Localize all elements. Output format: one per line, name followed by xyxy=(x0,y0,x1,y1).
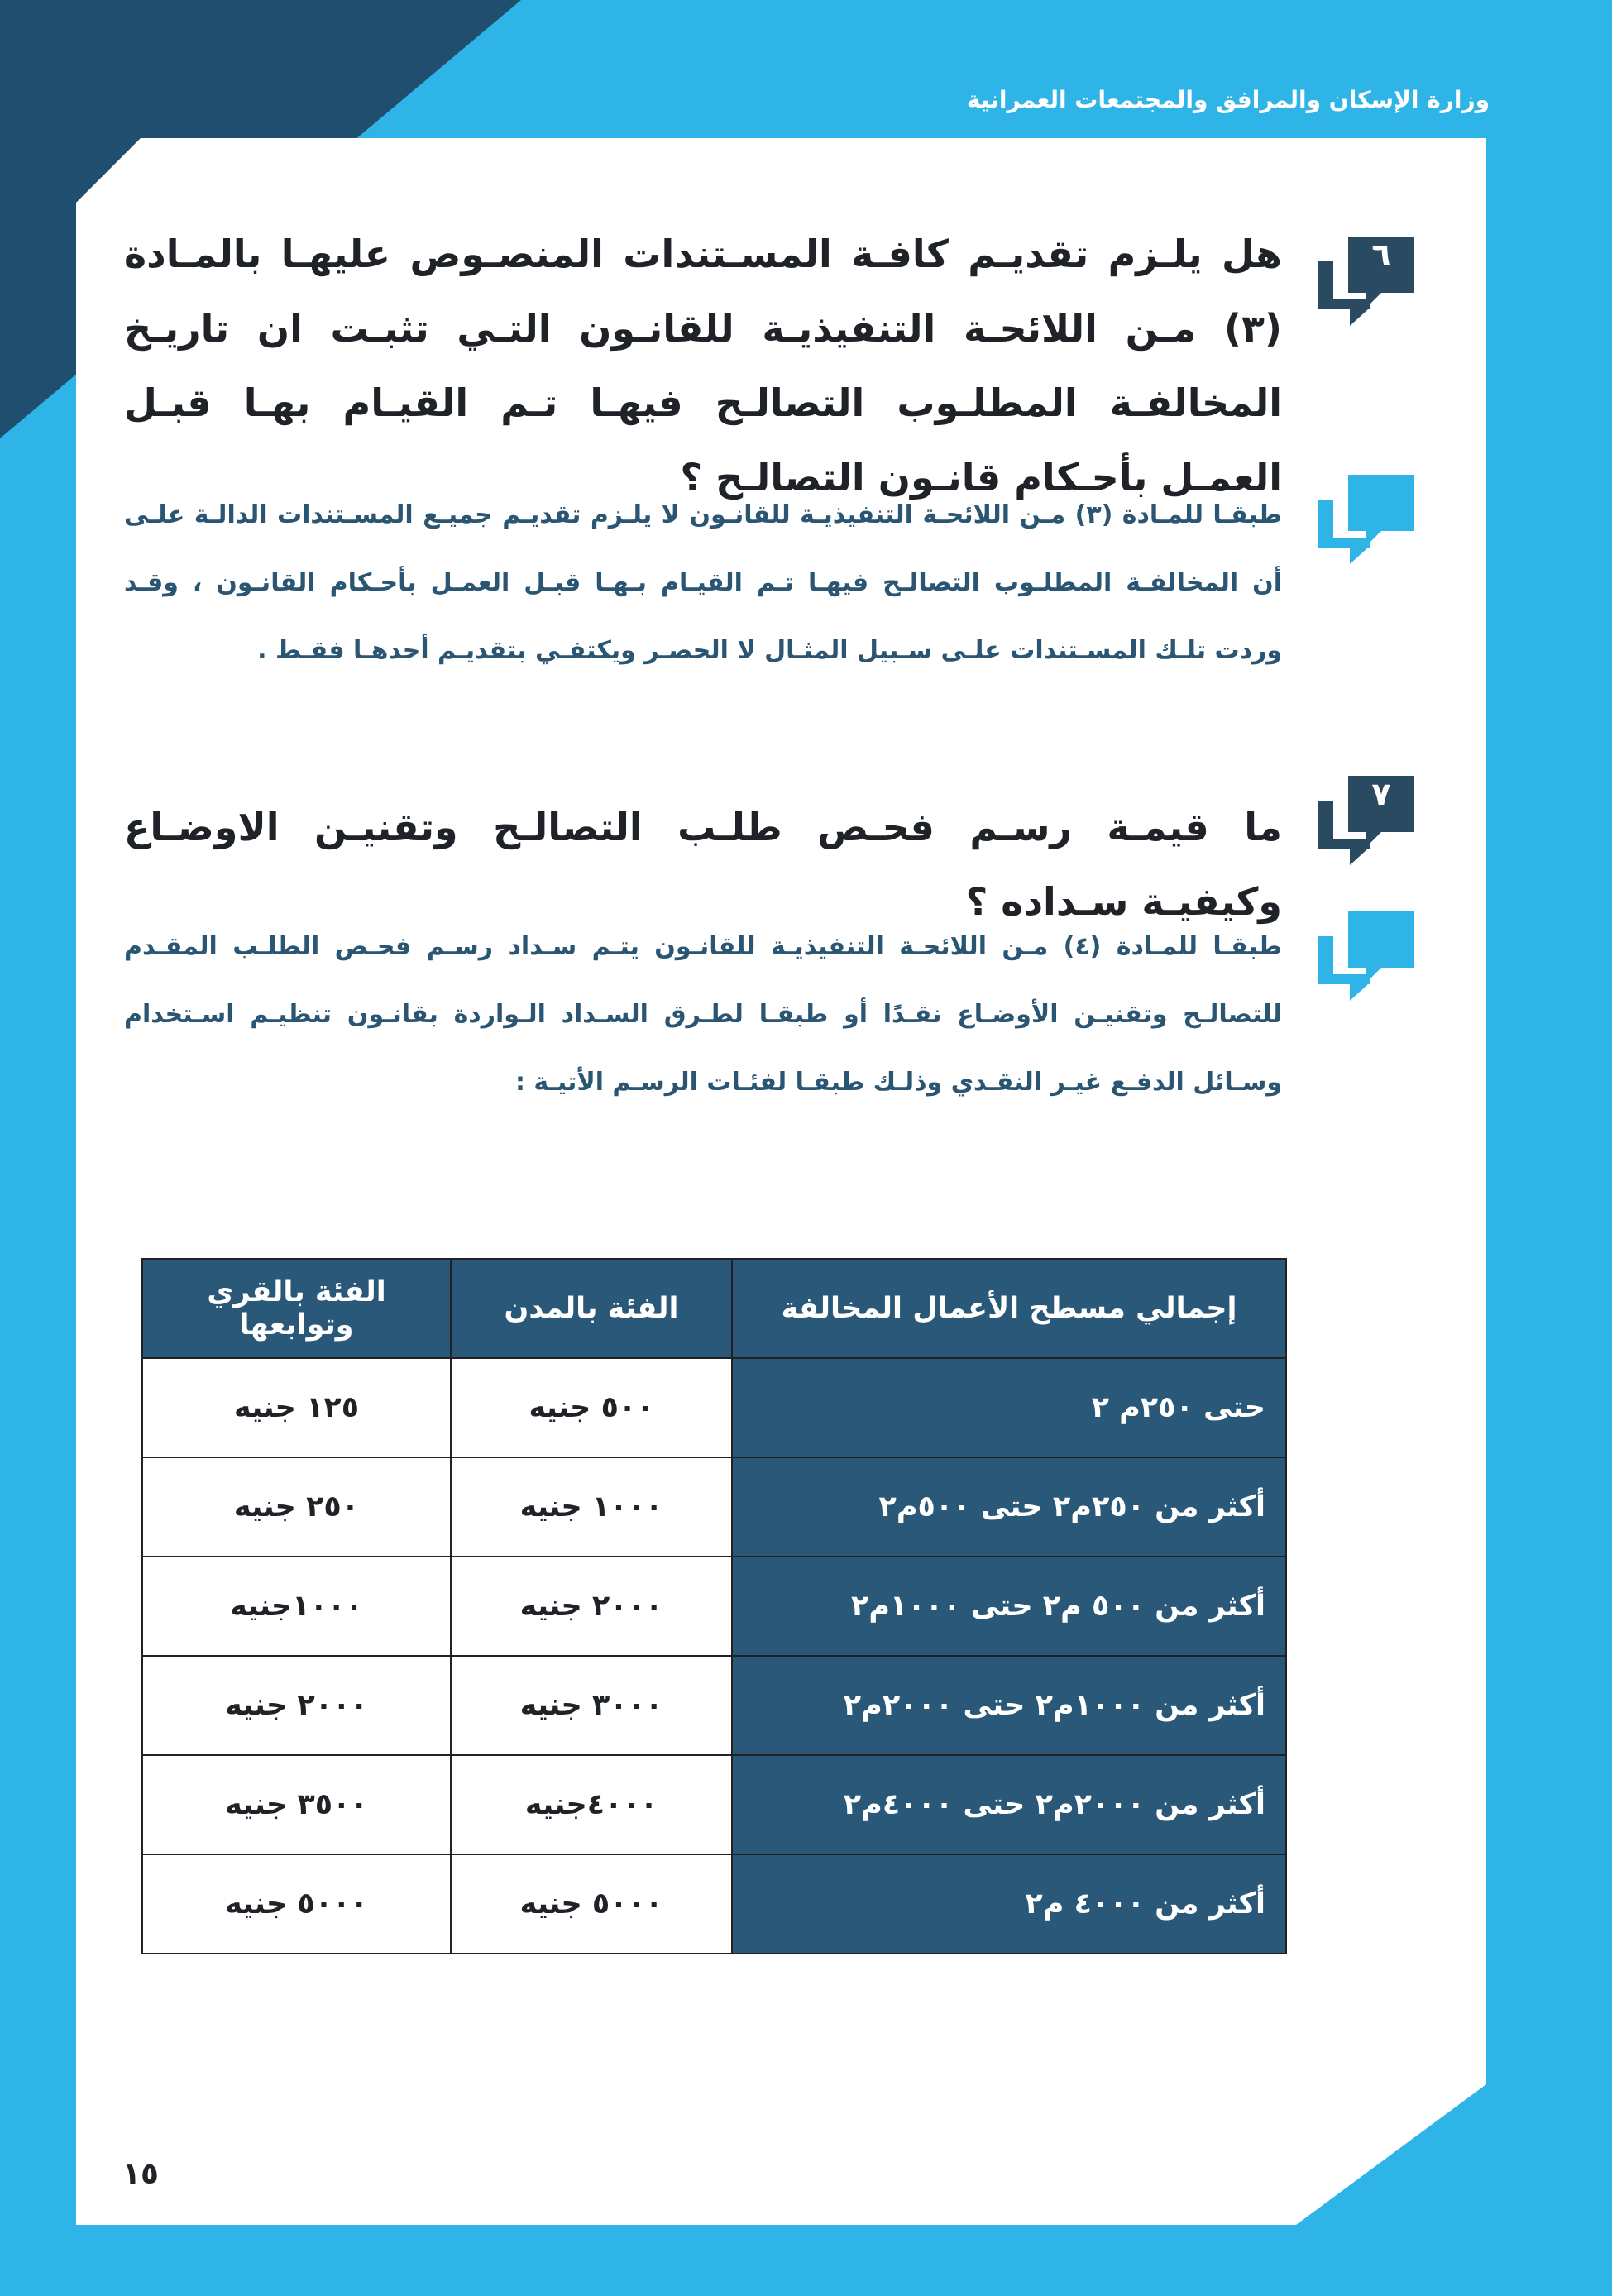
area-cell: أكثر من ٢٠٠٠م٢ حتى ٤٠٠٠م٢ xyxy=(732,1755,1286,1854)
village-fee-cell: ٥٠٠٠ جنيه xyxy=(142,1854,451,1954)
area-cell: أكثر من ١٠٠٠م٢ حتى ٢٠٠٠م٢ xyxy=(732,1656,1286,1755)
table-row xyxy=(142,1755,1286,1854)
village-fee-cell: ١٠٠٠جنيه xyxy=(142,1557,451,1656)
answer-6-text: طبقـا للمـادة (٣) مـن اللائحـة التنفيذيـة للقانـون لا يلـزم تقديـم جميـع المسـتندات الدالـة علـى أن المخالفـة المطلـوب التصالـح فيهـا تـم القيـام بـهـا قبـل العمـل بأحـكام القانـون ، وقـد وردت تلـك المسـتندات علـى سـبيل المثـال لا الحصـر ويكتفـي بتقديـم أحدهـا فقـط . xyxy=(124,500,1282,665)
question-7-number: ٧ xyxy=(1371,776,1391,812)
village-fee-cell: ٣٥٠٠ جنيه xyxy=(142,1755,451,1854)
table-row xyxy=(142,1557,1286,1656)
city-fee-cell: ٥٠٠٠ جنيه xyxy=(451,1854,732,1954)
answer-7-text: طبقـا للمـادة (٤) مـن اللائحـة التنفيذيـة للقانـون يتـم سـداد رسـم فحـص الطلـب المقـدم للتصالـح وتقنيـن الأوضـاع نقـدًا أو طبقـا لطـرق السـداد الـواردة بقانـون تنظيـم اسـتخدام وسـائل الدفـع غيـر النقـدي وذلـك طبقـا لفئـات الرسـم الأتيـة : xyxy=(124,932,1282,1097)
table-row xyxy=(142,1854,1286,1954)
table-row xyxy=(142,1457,1286,1557)
header-area: إجمالي مسطح الأعمال المخالفة xyxy=(732,1259,1286,1358)
table-row xyxy=(142,1656,1286,1755)
city-fee-cell: ٣٠٠٠ جنيه xyxy=(451,1656,732,1755)
city-fee-cell: ٢٠٠٠ جنيه xyxy=(451,1557,732,1656)
table-row xyxy=(142,1358,1286,1457)
city-fee-cell: ٤٠٠٠جنيه xyxy=(451,1755,732,1854)
question-6-text: هل يلـزم تقديـم كافـة المسـتندات المنصـوص عليهـا بالمـادة (٣) مـن اللائحـة التنفيذيـة للقانـون التـي تثبـت ان تاريـخ المخالفـة المطلـوب التصالـح فيهـا تـم القيـام بهـا قبـل العمـل بأحـكام قانـون التصالـح ؟ xyxy=(124,232,1282,500)
answer-6-icon xyxy=(1315,471,1423,571)
question-6-icon xyxy=(1315,233,1423,332)
area-cell: حتى ٢٥٠م ٢ xyxy=(732,1358,1286,1457)
header-villages: الفئة بالقري وتوابعها xyxy=(142,1259,451,1358)
village-fee-cell: ٢٠٠٠ جنيه xyxy=(142,1656,451,1755)
village-fee-cell: ١٢٥ جنيه xyxy=(142,1358,451,1457)
area-cell: أكثر من ٤٠٠٠ م٢ xyxy=(732,1854,1286,1954)
question-7-icon xyxy=(1315,773,1423,872)
fee-table-header-row xyxy=(142,1259,1286,1358)
ministry-name: وزارة الإسكان والمرافق والمجتمعات العمرانية xyxy=(966,86,1490,113)
page-number: ١٥ xyxy=(122,2157,159,2191)
area-cell: أكثر من ٢٥٠م٢ حتى ٥٠٠م٢ xyxy=(732,1457,1286,1557)
city-fee-cell: ١٠٠٠ جنيه xyxy=(451,1457,732,1557)
question-6-number: ٦ xyxy=(1371,237,1391,273)
answer-7-icon xyxy=(1315,908,1423,1007)
area-cell: أكثر من ٥٠٠ م٢ حتى ١٠٠٠م٢ xyxy=(732,1557,1286,1656)
village-fee-cell: ٢٥٠ جنيه xyxy=(142,1457,451,1557)
fee-table xyxy=(141,1258,1287,1954)
city-fee-cell: ٥٠٠ جنيه xyxy=(451,1358,732,1457)
header-cities: الفئة بالمدن xyxy=(451,1259,732,1358)
question-7-text: ما قيمـة رسـم فحـص طلـب التصالـح وتقنيـن الاوضـاع وكيفيـة سـداده ؟ xyxy=(124,805,1282,924)
